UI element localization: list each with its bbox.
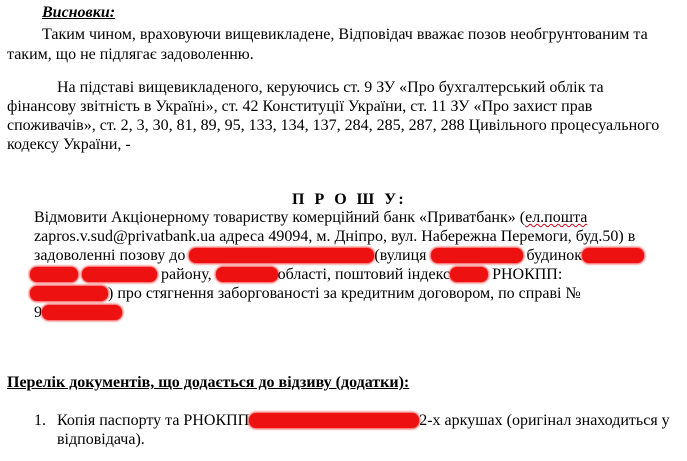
request-line-1 — [34, 208, 587, 227]
basis-line-3: споживачів», ст. 2, 3, 30, 81, 89, 95, 133, 134, 137, 284, 285, 287, 288 Цивільного процесуального — [7, 117, 660, 134]
conclusions-line-2: таким, що не підлягає задоволенню. — [7, 46, 254, 63]
request-heading: П Р О Ш У: — [292, 191, 407, 208]
request-line-6 — [34, 303, 122, 322]
request-line-5-text: ) про стягнення заборгованості за кредитним договором, по справі № — [108, 285, 581, 302]
basis-line-2: фінансову звітність в Україні», ст. 42 Конституції України, ст. 11 ЗУ «Про захист прав — [7, 98, 593, 115]
request-line-3-text-c: будинок — [526, 247, 583, 264]
request-line-1-text: Відмовити Акціонерному товариству комерційний банк «Приватбанк» ( — [34, 209, 526, 226]
conclusions-heading: Висновки: — [42, 4, 116, 21]
request-line-4-text-b: області, поштовий індекс — [277, 266, 451, 283]
list-item-text-b: 2-х аркушах (оригінал знаходиться у — [419, 412, 670, 429]
request-line-3-text-b: (вулиця — [374, 247, 427, 264]
request-line-2: zapros.v.sud@privatbank.ua адреса 49094, м. Дніпро, вул. Набережна Перемоги, буд.50) в — [34, 228, 636, 245]
redaction-block — [431, 248, 523, 263]
case-number-prefix: 9 — [34, 304, 42, 321]
request-line-3 — [34, 246, 644, 265]
basis-line-4: кодексу України, - — [7, 136, 131, 153]
basis-line-1: На підставі вищевикладеного, керуючись ст. 9 ЗУ «Про бухгалтерський облік та — [57, 79, 604, 96]
list-item-number: 1. — [34, 412, 46, 429]
attachments-heading: Перелік документів, що додається до відзиву (додатки): — [7, 374, 410, 391]
redaction-block — [582, 248, 644, 263]
redaction-block — [450, 267, 488, 282]
redaction-block — [42, 305, 122, 320]
conclusions-line-1: Таким чином, враховуючи вищевикладене, Відповідач вважає позов необгрунтованим та — [42, 26, 648, 43]
request-line-4 — [30, 265, 562, 284]
redaction-block — [249, 413, 419, 428]
request-line-4-text-c: РНОКПП: — [492, 266, 563, 283]
request-line-5 — [30, 284, 581, 303]
request-line-4-text-a: району, — [161, 266, 212, 283]
request-line-3-text-a: задоволенні позову до — [34, 247, 186, 264]
list-item-line-1 — [57, 411, 670, 430]
redaction-block — [189, 248, 374, 263]
email-label: ел.пошта — [525, 209, 588, 226]
redaction-block — [82, 267, 157, 282]
redaction-block — [216, 267, 278, 282]
redaction-block — [30, 286, 108, 301]
list-item-text-a: Копія паспорту та РНОКПП — [57, 412, 250, 429]
redaction-block — [30, 267, 78, 282]
list-item-line-2: відповідача). — [57, 431, 145, 448]
